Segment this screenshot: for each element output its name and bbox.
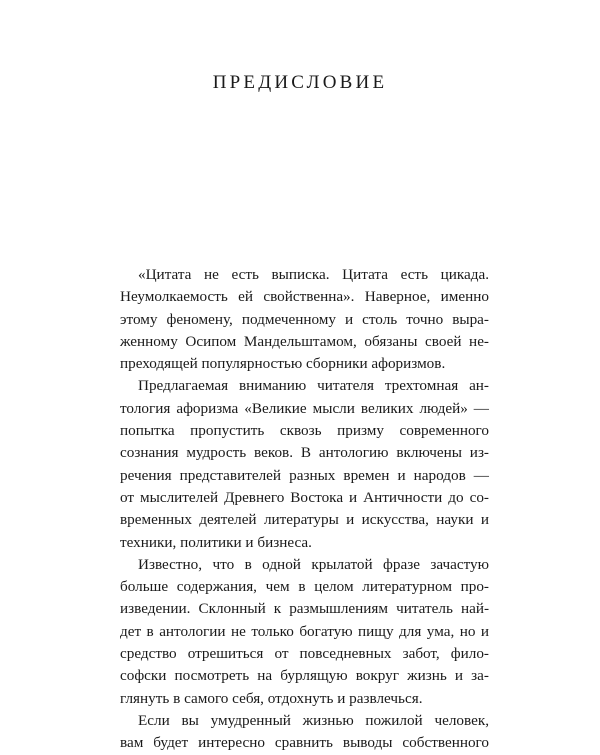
text-line: больше содержания, чем в целом литературном про- <box>120 578 489 596</box>
text-line: софски посмотреть на бурлящую вокруг жизнь и за- <box>120 667 489 685</box>
text-line: преходящей популярностью сборники афоризмов. <box>120 355 446 373</box>
text-line: глянуть в самого себя, отдохнуть и развлечься. <box>120 689 423 707</box>
text-line: женному Осипом Мандельштамом, обязаны своей не- <box>120 332 489 350</box>
text-line: вам будет интересно сравнить выводы собственного <box>120 734 489 752</box>
text-line: техники, политики и бизнеса. <box>120 533 312 551</box>
text-line: Неумолкаемость ей свойственна». Наверное, именно <box>120 288 489 306</box>
text-line: дет в антологии не только богатую пищу для ума, но и <box>120 622 489 640</box>
text-line: попытка пропустить сквозь призму современного <box>120 422 489 440</box>
text-line: от мыслителей Древнего Востока и Античности до со- <box>120 488 489 506</box>
text-line: Предлагаемая вниманию читателя трехтомная ан- <box>138 377 489 395</box>
text-line: средство отрешиться от повседневных забот, фило- <box>120 645 489 663</box>
text-line: изведении. Склонный к размышлениям читатель най- <box>120 600 489 618</box>
text-line: тология афоризма «Великие мысли великих людей» — <box>120 399 489 417</box>
text-line: речения представителей разных времен и народов — <box>120 466 489 484</box>
text-line: «Цитата не есть выписка. Цитата есть цикада. <box>138 266 489 283</box>
text-line: временных деятелей литературы и искусства, науки и <box>120 511 489 529</box>
text-line: Известно, что в одной крылатой фразе зачастую <box>138 555 489 573</box>
page-title: ПРЕДИСЛОВИЕ <box>212 72 388 93</box>
preface-text <box>120 264 489 755</box>
text-line: сознания мудрость веков. В антологию включены из- <box>120 444 489 462</box>
text-line: этому феномену, подмеченному и столь точно выра- <box>120 310 489 328</box>
text-line: Если вы умудренный жизнью пожилой человек, <box>138 711 489 729</box>
